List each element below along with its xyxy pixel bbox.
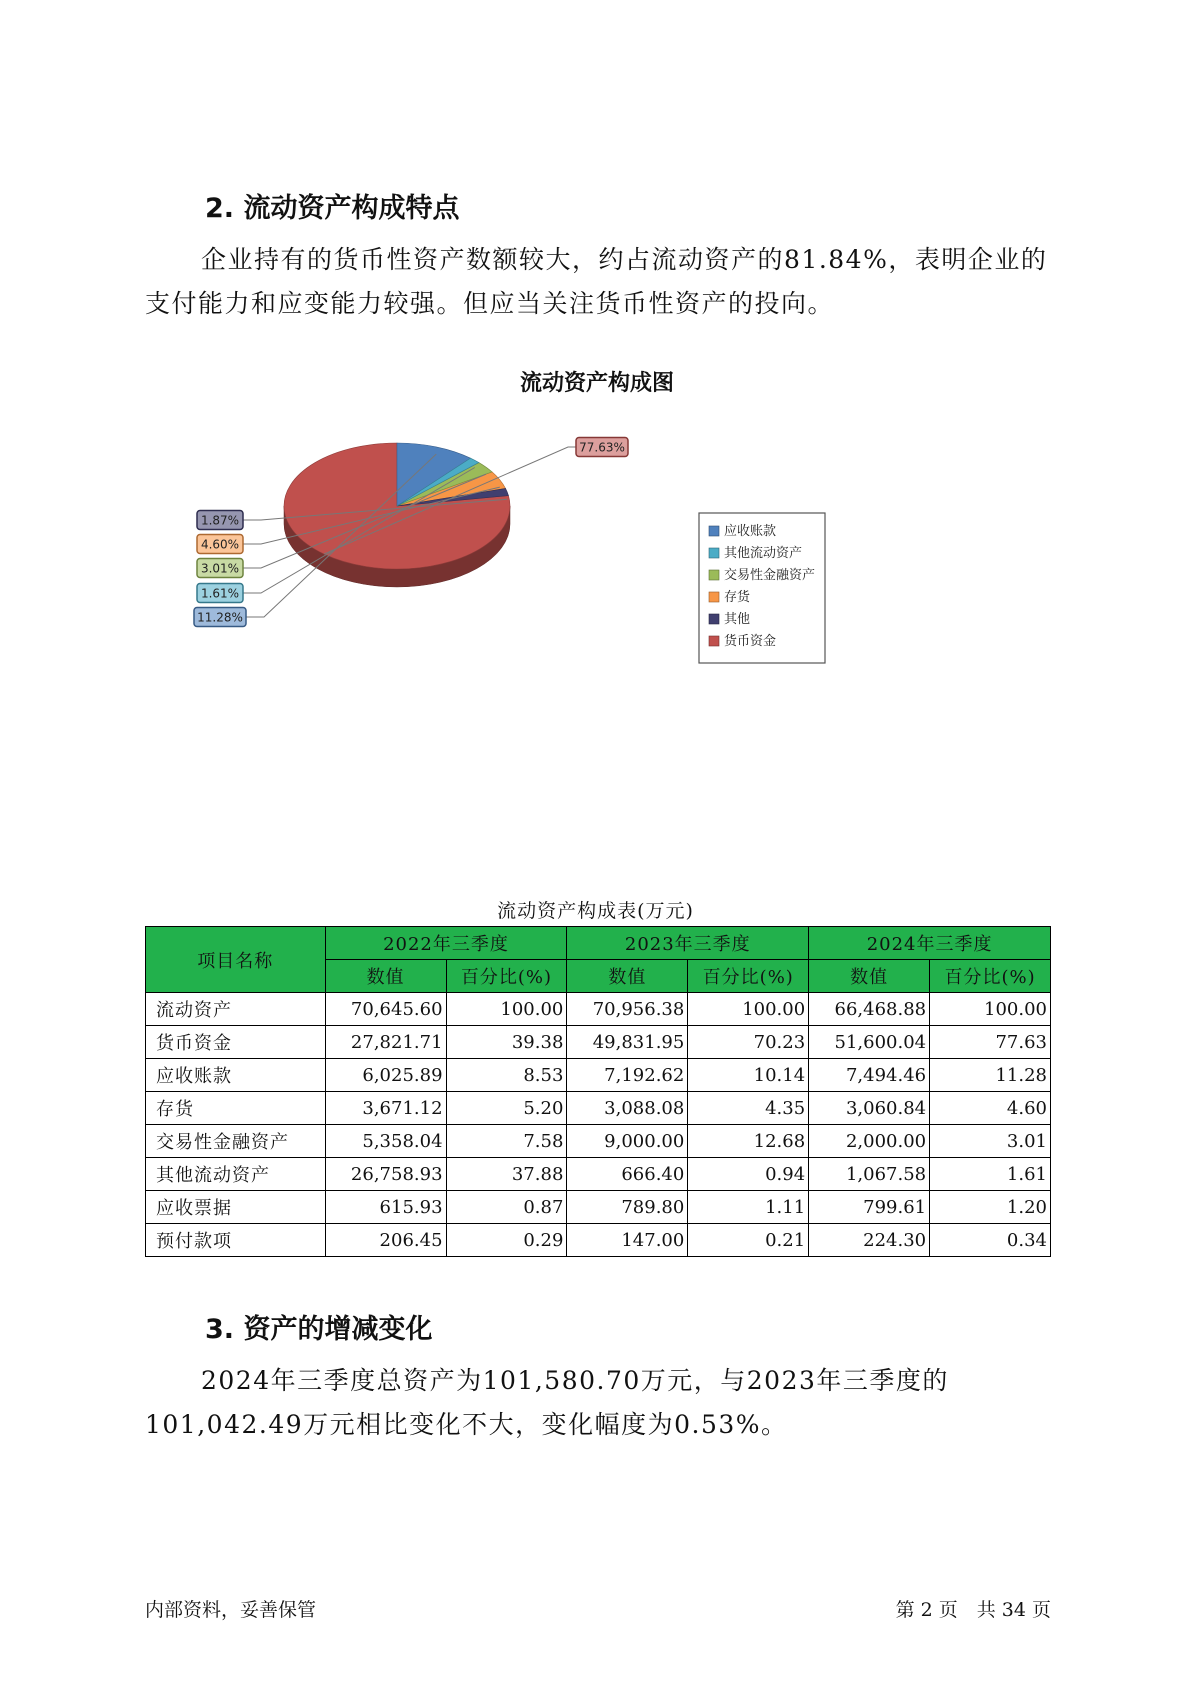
legend-label: 交易性金融资产 [724,568,816,583]
period-header: 2023年三季度 [567,927,809,960]
percent-cell: 37.88 [446,1158,567,1191]
body-paragraph: 2024年三季度总资产为101,580.70万元，与2023年三季度的101,042.49万元相比变化不大，变化幅度为0.53%。 [145,1366,949,1439]
value-cell: 26,758.93 [325,1158,446,1191]
data-label: 1.87% [200,513,240,528]
table-row [146,1125,1051,1158]
table-row [146,1158,1051,1191]
table-row [146,1026,1051,1059]
value-cell: 49,831.95 [567,1026,688,1059]
value-cell: 3,088.08 [567,1092,688,1125]
value-cell: 51,600.04 [809,1026,930,1059]
value-cell: 615.93 [325,1191,446,1224]
value-cell: 799.61 [809,1191,930,1224]
legend-swatch [709,614,719,624]
percent-cell: 5.20 [446,1092,567,1125]
percent-cell: 8.53 [446,1059,567,1092]
row-label: 预付款项 [146,1224,326,1257]
value-cell: 70,956.38 [567,993,688,1026]
value-cell: 66,468.88 [809,993,930,1026]
percent-cell: 70.23 [688,1026,809,1059]
percent-cell: 11.28 [930,1059,1051,1092]
table-row [146,993,1051,1026]
chart-legend [699,513,825,663]
percent-cell: 100.00 [688,993,809,1026]
percent-cell: 1.61 [930,1158,1051,1191]
value-cell: 3,671.12 [325,1092,446,1125]
row-label: 流动资产 [146,993,326,1026]
row-label: 应收账款 [146,1059,326,1092]
pie-chart [0,360,1191,690]
table-caption: 流动资产构成表(万元) [497,900,694,922]
value-cell: 7,494.46 [809,1059,930,1092]
value-cell: 3,060.84 [809,1092,930,1125]
value-header: 数值 [325,960,446,993]
row-label: 交易性金融资产 [146,1125,326,1158]
value-cell: 224.30 [809,1224,930,1257]
value-cell: 5,358.04 [325,1125,446,1158]
percent-cell: 4.35 [688,1092,809,1125]
row-label: 应收票据 [146,1191,326,1224]
percent-header: 百分比(%) [446,960,567,993]
period-header: 2024年三季度 [809,927,1051,960]
legend-label: 其他 [724,612,751,627]
value-cell: 206.45 [325,1224,446,1257]
value-cell: 1,067.58 [809,1158,930,1191]
chart-title: 流动资产构成图 [519,371,675,396]
percent-cell: 0.87 [446,1191,567,1224]
percent-cell: 7.58 [446,1125,567,1158]
legend-label: 其他流动资产 [724,546,803,561]
percent-cell: 3.01 [930,1125,1051,1158]
legend-label: 存货 [724,590,751,605]
table-row [146,1224,1051,1257]
value-cell: 27,821.71 [325,1026,446,1059]
value-header: 数值 [809,960,930,993]
section-heading: 2. 流动资产构成特点 [205,193,460,224]
value-cell: 789.80 [567,1191,688,1224]
percent-cell: 39.38 [446,1026,567,1059]
data-label: 3.01% [200,561,240,576]
value-cell: 7,192.62 [567,1059,688,1092]
row-label: 货币资金 [146,1026,326,1059]
value-cell: 70,645.60 [325,993,446,1026]
value-cell: 666.40 [567,1158,688,1191]
percent-cell: 12.68 [688,1125,809,1158]
legend-swatch [709,548,719,558]
value-header: 数值 [567,960,688,993]
value-cell: 147.00 [567,1224,688,1257]
percent-cell: 100.00 [930,993,1051,1026]
legend-label: 应收账款 [724,524,777,539]
footer-confidential: 内部资料，妥善保管 [145,1599,317,1621]
table-row [146,1191,1051,1224]
period-header: 2022年三季度 [325,927,567,960]
body-paragraph: 企业持有的货币性资产数额较大，约占流动资产的81.84%，表明企业的支付能力和应变能力较强。但应当关注货币性资产的投向。 [145,245,1048,318]
value-cell: 9,000.00 [567,1125,688,1158]
value-cell: 2,000.00 [809,1125,930,1158]
percent-cell: 77.63 [930,1026,1051,1059]
percent-cell: 10.14 [688,1059,809,1092]
legend-swatch [709,592,719,602]
legend-swatch [709,526,719,536]
footer-page-number: 第 2 页 共 34 页 [895,1599,1051,1621]
legend-label: 货币资金 [724,634,777,649]
data-label: 1.61% [200,586,240,601]
percent-header: 百分比(%) [930,960,1051,993]
percent-cell: 0.21 [688,1224,809,1257]
legend-swatch [709,570,719,580]
value-cell: 6,025.89 [325,1059,446,1092]
table-row [146,1059,1051,1092]
percent-cell: 1.20 [930,1191,1051,1224]
data-label: 11.28% [197,610,243,625]
percent-cell: 0.34 [930,1224,1051,1257]
data-label: 4.60% [200,537,240,552]
row-label: 其他流动资产 [146,1158,326,1191]
section-heading: 3. 资产的增减变化 [205,1314,433,1345]
percent-cell: 0.29 [446,1224,567,1257]
percent-header: 百分比(%) [688,960,809,993]
percent-cell: 0.94 [688,1158,809,1191]
row-label: 存货 [146,1092,326,1125]
percent-cell: 4.60 [930,1092,1051,1125]
percent-cell: 100.00 [446,993,567,1026]
current-assets-table [145,926,1051,1257]
legend-swatch [709,636,719,646]
table-row [146,1092,1051,1125]
percent-cell: 1.11 [688,1191,809,1224]
data-label: 77.63% [579,440,625,455]
item-name-header: 项目名称 [146,927,326,993]
